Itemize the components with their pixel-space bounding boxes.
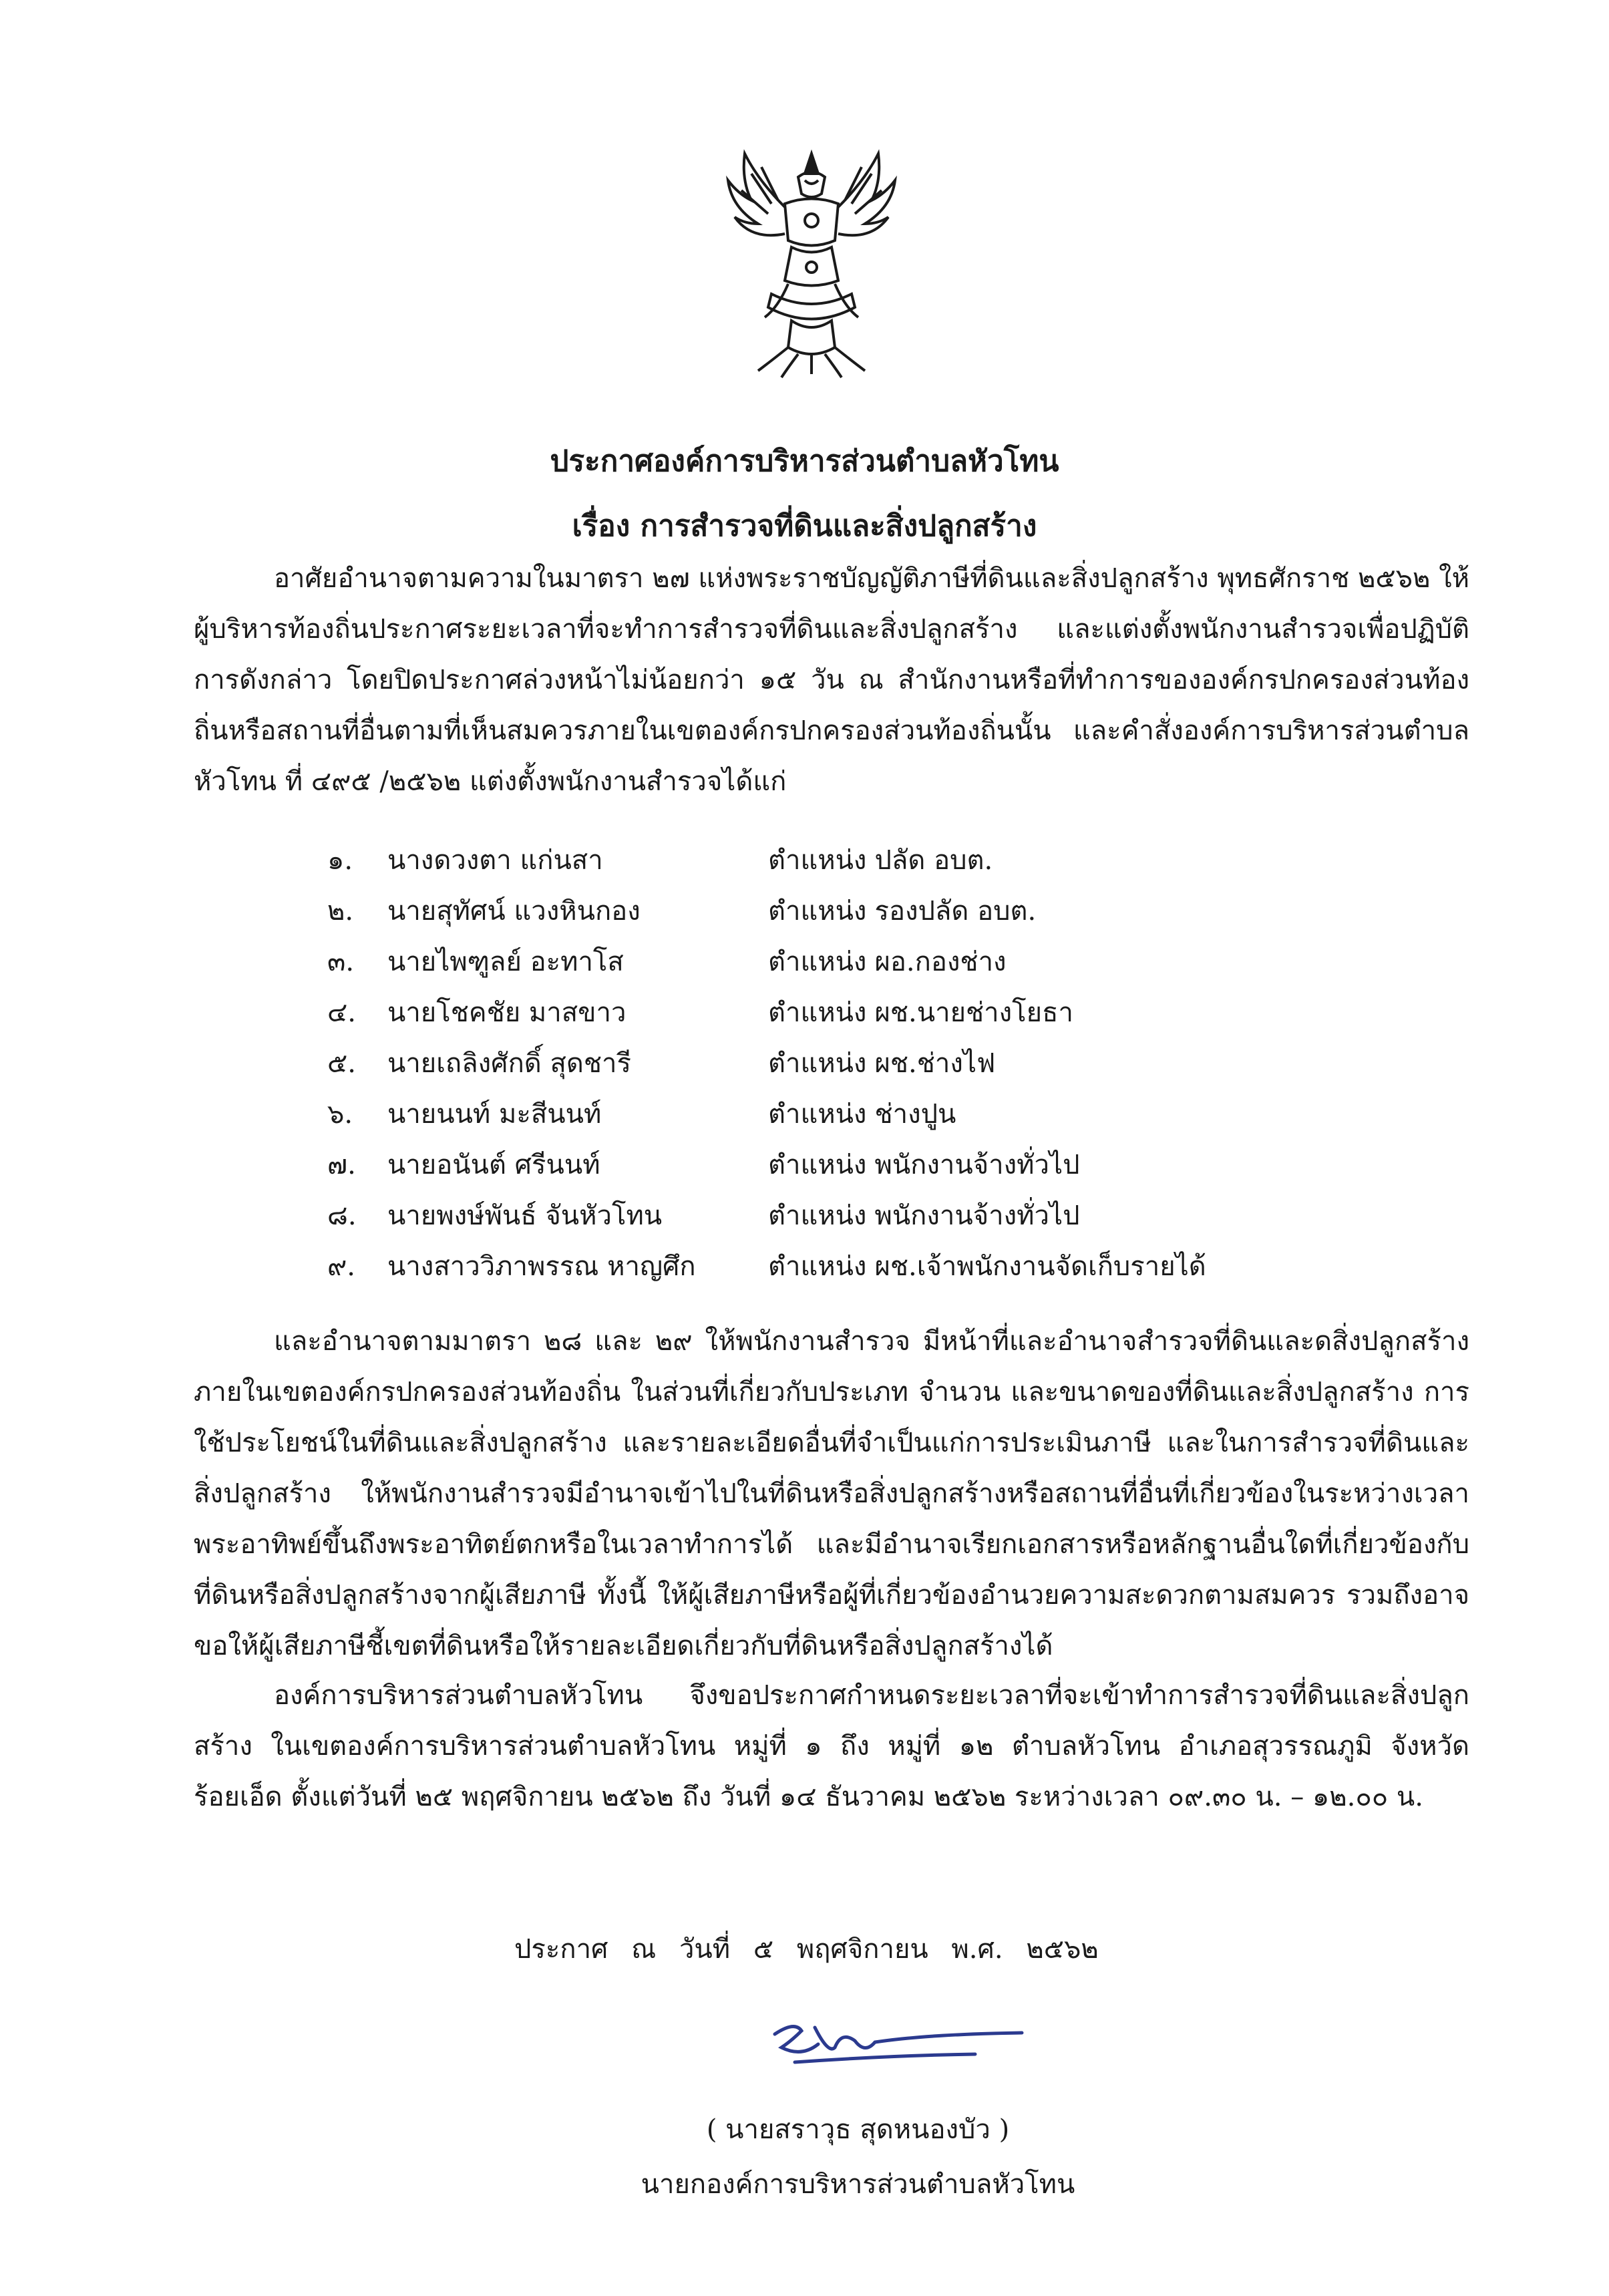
body-paragraph-schedule: องค์การบริหารส่วนตำบลหัวโทน จึงขอประกาศกำหนดระยะเวลาที่จะเข้าทำการสำรวจที่ดินและสิ่งปลูกสร้าง ในเขตองค์การบริหารส่วนตำบลหัวโทน หมู่ที่ ๑ ถึง หมู่ที่ ๑๒ ตำบลหัวโทน อำเภอสุวรรณภูมิ จังหวัดร้อยเอ็ด ตั้งแต่วันที่ ๒๕ พฤศจิกายน ๒๕๖๒ ถึง วันที่ ๑๔ ธันวาคม ๒๕๖๒ ระหว่างเวลา ๐๙.๓๐ น. – ๑๒.๐๐ น. bbox=[194, 1680, 1469, 1812]
item-number: ๖. bbox=[327, 1099, 353, 1130]
item-number: ๕. bbox=[327, 1048, 356, 1079]
list-item bbox=[327, 1089, 1329, 1140]
body-paragraph-duties: และอำนาจตามมาตรา ๒๘ และ ๒๙ ให้พนักงานสำรวจ มีหน้าที่และอำนาจสำรวจที่ดินและดสิ่งปลูกสร้างภายในเขตองค์กรปกครองส่วนท้องถิ่น ในส่วนที่เกี่ยวกับประเภท จำนวน และขนาดของที่ดินและสิ่งปลูกสร้าง การใช้ประโยชน์ในที่ดินและสิ่งปลูกสร้าง และรายละเอียดอื่นที่จำเป็นแก่การประเมินภาษี และในการสำรวจที่ดินและสิ่งปลูกสร้าง ให้พนักงานสำรวจมีอำนาจเข้าไปในที่ดินหรือสิ่งปลูกสร้างหรือสถานที่อื่นที่เกี่ยวข้องในระหว่างเวลาพระอาทิพย์ขึ้นถึงพระอาทิตย์ตกหรือในเวลาทำการได้ และมีอำนาจเรียกเอกสารหรือหลักฐานอื่นใดที่เกี่ยวข้องกับที่ดินหรือสิ่งปลูกสร้างจากผู้เสียภาษี ทั้งนี้ ให้ผู้เสียภาษีหรือผู้ที่เกี่ยวข้องอำนวยความสะดวกตามสมควร รวมถึงอาจขอให้ผู้เสียภาษีชี้เขตที่ดินหรือให้รายละเอียดเกี่ยวกับที่ดินหรือสิ่งปลูกสร้างได้ bbox=[194, 1326, 1469, 1661]
list-item bbox=[327, 886, 1329, 937]
position-label: ตำแหน่ง bbox=[768, 896, 867, 927]
position-label: ตำแหน่ง bbox=[768, 1251, 867, 1282]
list-item bbox=[327, 1038, 1329, 1089]
officer-name: นายพงษ์พันธ์ จันหัวโทน bbox=[387, 1200, 663, 1231]
officer-name: นางสาววิภาพรรณ หาญศึก bbox=[387, 1251, 696, 1282]
list-item bbox=[327, 835, 1329, 886]
subject-heading: เรื่อง การสำรวจที่ดินและสิ่งปลูกสร้าง bbox=[572, 509, 1037, 543]
announcement-date: ประกาศ ณ วันที่ ๕ พฤศจิกายน พ.ศ. ๒๕๖๒ bbox=[514, 1934, 1099, 1965]
page-title: ประกาศองค์การบริหารส่วนตำบลหัวโทน bbox=[550, 444, 1059, 478]
officer-name: นายนนท์ มะสีนนท์ bbox=[387, 1099, 602, 1130]
officer-position: พนักงานจ้างทั่วไป bbox=[874, 1200, 1080, 1231]
officer-position: ปลัด อบต. bbox=[874, 845, 993, 876]
position-label: ตำแหน่ง bbox=[768, 1200, 867, 1231]
position-label: ตำแหน่ง bbox=[768, 1150, 867, 1180]
position-label: ตำแหน่ง bbox=[768, 845, 867, 876]
officer-name: นายไพฑูลย์ อะทาโส bbox=[387, 947, 624, 977]
officer-position: ผช.นายช่างโยธา bbox=[874, 997, 1073, 1028]
list-item bbox=[327, 1140, 1329, 1190]
signatory-name: ( นายสราวุธ สุดหนองบัว ) bbox=[706, 2114, 1010, 2145]
officer-name: นางดวงตา แก่นสา bbox=[387, 845, 603, 876]
signatory-title: นายกองค์การบริหารส่วนตำบลหัวโทน bbox=[641, 2169, 1075, 2200]
garuda-emblem-icon bbox=[705, 140, 918, 381]
item-number: ๗. bbox=[327, 1150, 356, 1180]
item-number: ๓. bbox=[327, 947, 355, 977]
list-item bbox=[327, 1190, 1329, 1241]
position-label: ตำแหน่ง bbox=[768, 947, 867, 977]
list-item bbox=[327, 1241, 1329, 1292]
officer-position: ผอ.กองช่าง bbox=[874, 947, 1007, 977]
position-label: ตำแหน่ง bbox=[768, 1048, 867, 1079]
officer-name: นายโชคชัย มาสขาว bbox=[387, 997, 627, 1028]
item-number: ๘. bbox=[327, 1200, 357, 1231]
officer-position: รองปลัด อบต. bbox=[874, 896, 1037, 927]
item-number: ๙. bbox=[327, 1251, 356, 1282]
signature-icon bbox=[755, 2007, 1035, 2081]
item-number: ๔. bbox=[327, 997, 356, 1028]
position-label: ตำแหน่ง bbox=[768, 1099, 867, 1130]
officer-name: นายสุทัศน์ แวงหินกอง bbox=[387, 896, 641, 927]
position-label: ตำแหน่ง bbox=[768, 997, 867, 1028]
item-number: ๑. bbox=[327, 845, 353, 876]
officer-position: ช่างปูน bbox=[874, 1099, 956, 1130]
officer-name: นายเถลิงศักดิ์ สุดชารี bbox=[387, 1048, 631, 1079]
body-paragraph-authority: อาศัยอำนาจตามความในมาตรา ๒๗ แห่งพระราชบัญญัติภาษีที่ดินและสิ่งปลูกสร้าง พุทธศักราช ๒๕๖๒ ให้ผู้บริหารท้องถิ่นประกาศระยะเวลาที่จะทำการสำรวจที่ดินและสิ่งปลูกสร้าง และแต่งตั้งพนักงานสำรวจเพื่อปฏิบัติการดังกล่าว โดยปิดประกาศล่วงหน้าไม่น้อยกว่า ๑๕ วัน ณ สำนักงานหรือที่ทำการขององค์กรปกครองส่วนท้องถิ่นหรือสถานที่อื่นตามที่เห็นสมควรภายในเขตองค์กรปกครองส่วนท้องถิ่นนั้น และคำสั่งองค์การบริหารส่วนตำบลหัวโทน ที่ ๔๙๕ /๒๕๖๒ แต่งตั้งพนักงานสำรวจได้แก่ bbox=[194, 563, 1469, 797]
officer-position: ผช.เจ้าพนักงานจัดเก็บรายได้ bbox=[874, 1251, 1206, 1282]
list-item bbox=[327, 937, 1329, 987]
officer-name: นายอนันต์ ศรีนนท์ bbox=[387, 1150, 600, 1180]
list-item bbox=[327, 987, 1329, 1038]
item-number: ๒. bbox=[327, 896, 354, 927]
officer-list bbox=[327, 835, 1329, 1292]
officer-position: ผช.ช่างไฟ bbox=[874, 1048, 996, 1079]
officer-position: พนักงานจ้างทั่วไป bbox=[874, 1150, 1080, 1180]
